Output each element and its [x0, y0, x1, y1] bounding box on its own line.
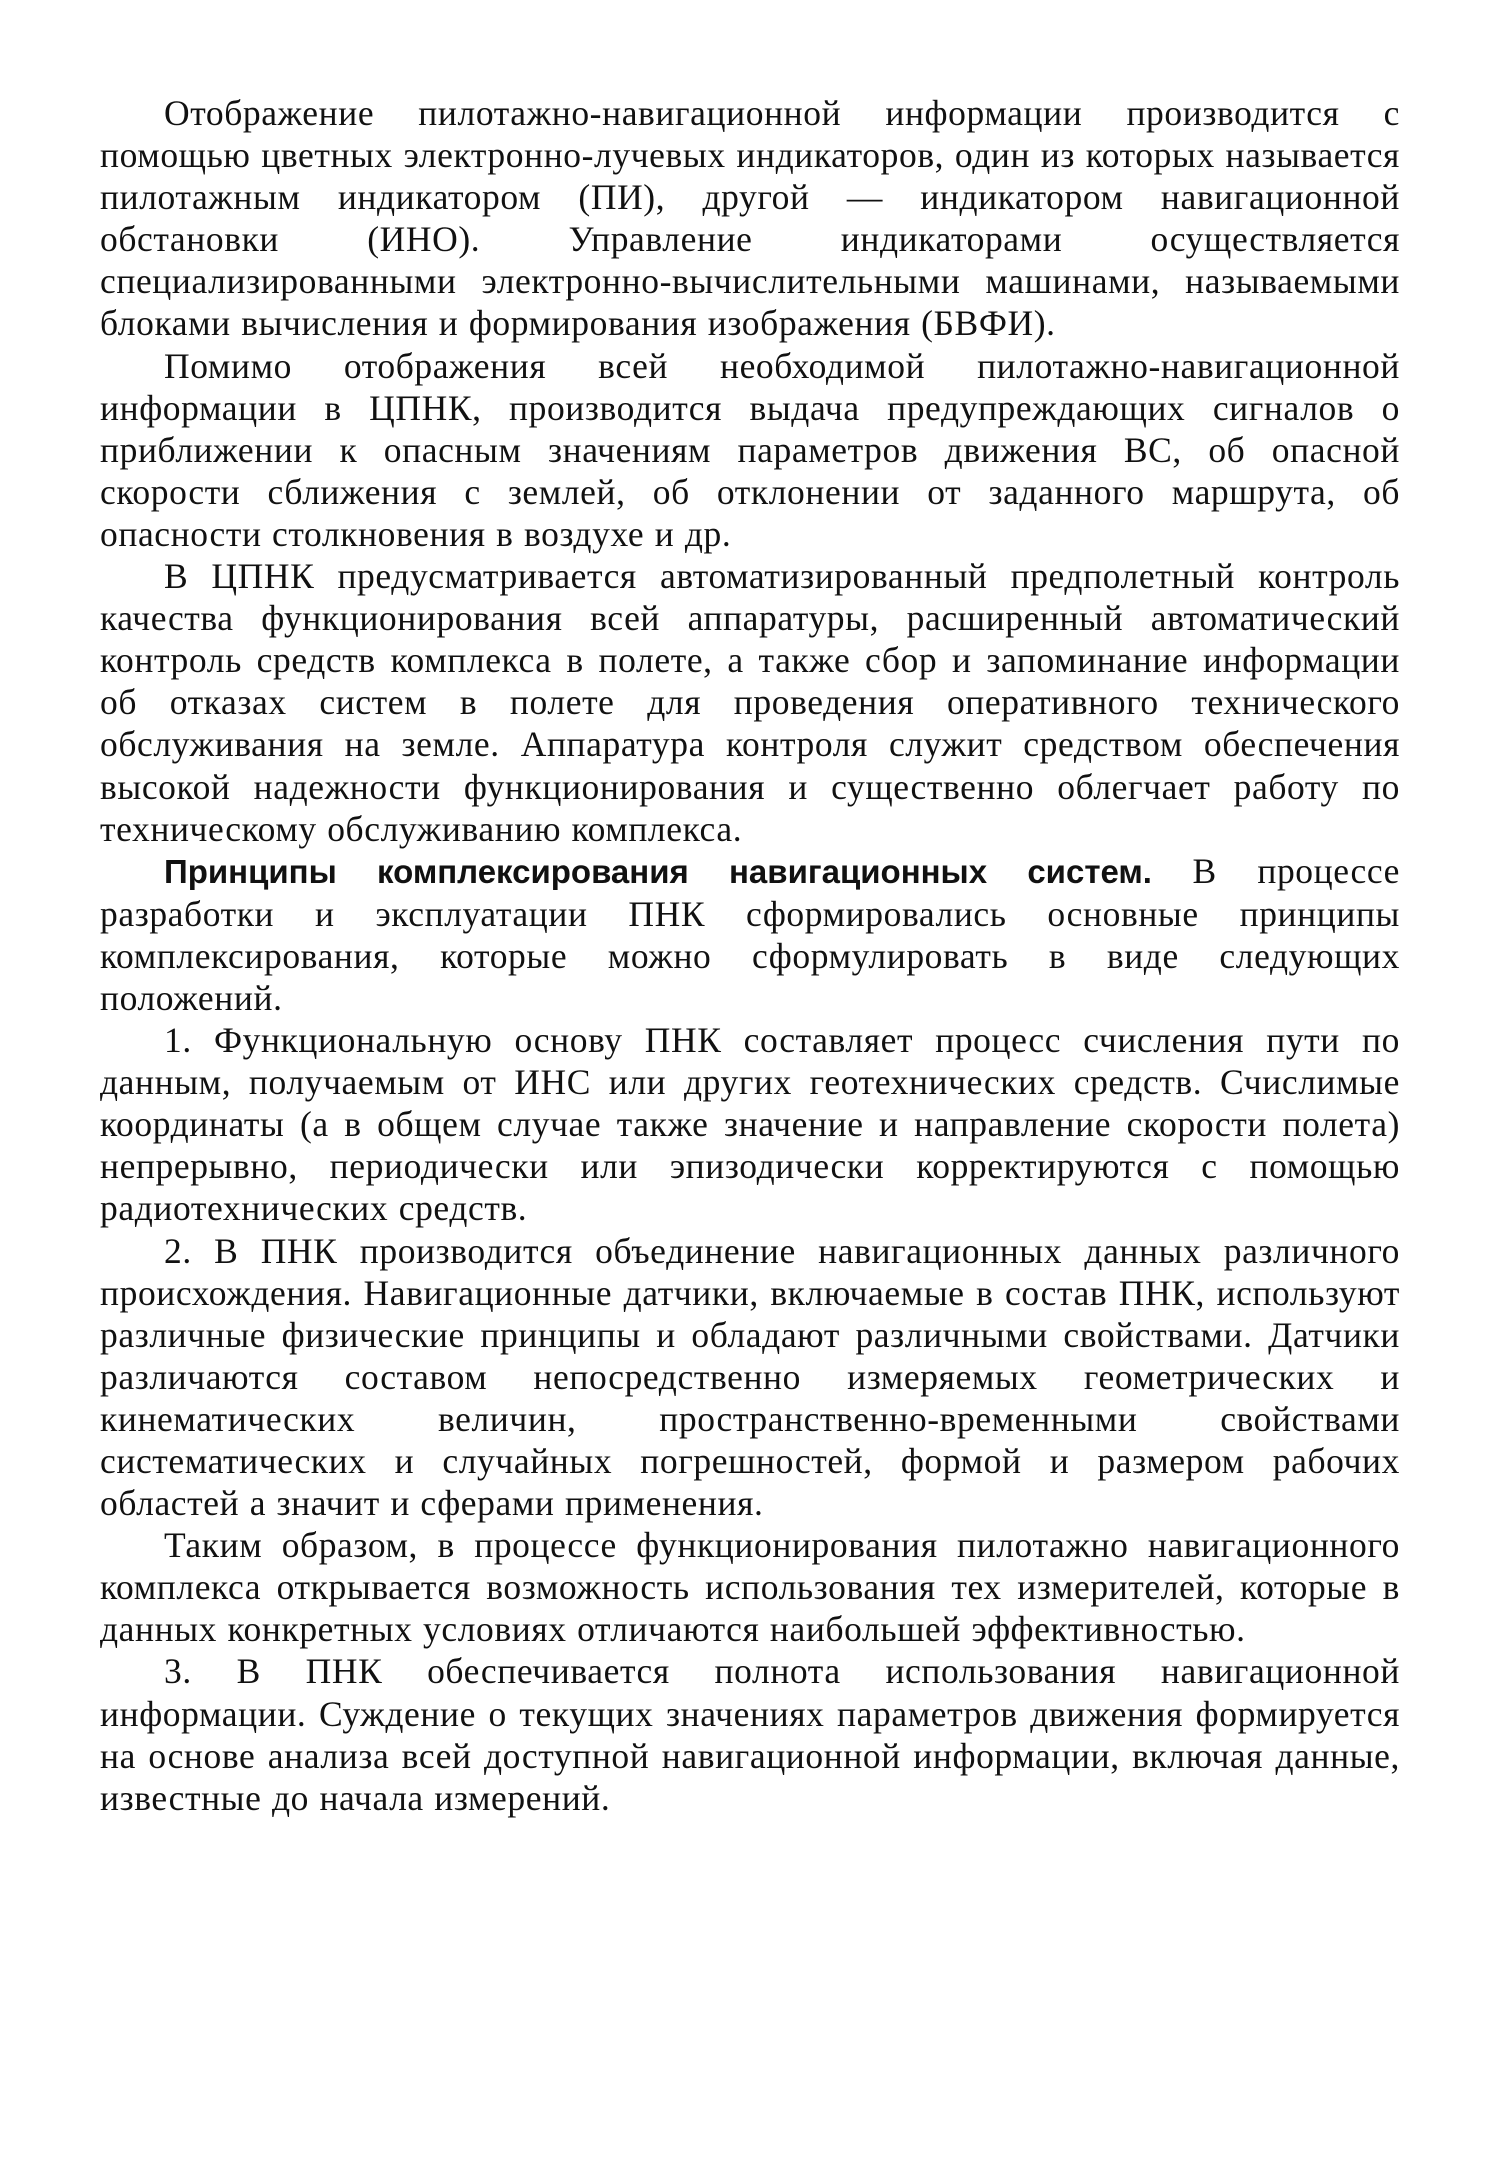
paragraph-text: 2. В ПНК производится объединение навигационных данных различного происхождения. Навигационные датчики, включаемые в состав ПНК, используют различные физические принципы и обладают различными свойствами. Датчики различаются составом непосредственно измеряемых геометрических и кинематических величин, пространственно-временными свойствами систематических и случайных погрешностей, формой и размером рабочих областей а значит и сферами применения. [100, 1230, 1400, 1524]
document-page [100, 92, 1400, 1819]
paragraph-display [100, 92, 1400, 345]
paragraph-conclusion [100, 1524, 1400, 1650]
paragraph-text: В процессе разработки и эксплуатации ПНК сформировались основные принципы комплексирования, которые можно сформулировать в виде следующих положений. [100, 850, 1400, 1018]
paragraph-text: 3. В ПНК обеспечивается полнота использования навигационной информации. Суждение о текущих значениях параметров движения формируется на основе анализа всей доступной навигационной информации, включая данные, известные до начала измерений. [100, 1651, 1400, 1818]
paragraph-control [100, 555, 1400, 850]
paragraph-principle-1 [100, 1019, 1400, 1229]
paragraph-principle-2 [100, 1230, 1400, 1525]
paragraph-text: Отображение пилотажно-навигационной информации производится с помощью цветных электронно-лучевых индикаторов, один из которых называется пилотажным индикатором (ПИ), другой — индикатором навигационной обстановки (ИНО). Управление индикаторами осуществляется специализированными электронно-вычислительными машинами, называемыми блоками вычисления и формирования изображения (БВФИ). [100, 93, 1400, 344]
paragraph-text: Помимо отображения всей необходимой пилотажно-навигационной информации в ЦПНК, производится выдача предупреждающих сигналов о приближении к опасным значениям параметров движения ВС, об опасной скорости сближения с землей, об отклонении от заданного маршрута, об опасности столкновения в воздухе и др. [100, 345, 1400, 554]
section-heading: Принципы комплексирования навигационных систем. [164, 852, 1152, 890]
paragraph-text: 1. Функциональную основу ПНК составляет процесс счисления пути по данным, получаемым от ИНС или других геотехнических средств. Счислимые координаты (а в общем случае также значение и направление скорости полета) непрерывно, периодически или эпизодически корректируются с помощью радиотехнических средств. [100, 1020, 1400, 1229]
paragraph-text: В ЦПНК предусматривается автоматизированный предполетный контроль качества функционирования всей аппаратуры, расширенный автоматический контроль средств комплекса в полете, а также сбор и запоминание информации об отказах систем в полете для проведения оперативного технического обслуживания на земле. Аппаратура контроля служит средством обеспечения высокой надежности функционирования и существенно облегчает работу по техническому обслуживанию комплекса. [100, 556, 1400, 849]
paragraph-principle-3 [100, 1650, 1400, 1818]
paragraph-warnings [100, 345, 1400, 555]
paragraph-text: Таким образом, в процессе функционирования пилотажно навигационного комплекса открывается возможность использования тех измерителей, которые в данных конкретных условиях отличаются наибольшей эффективностью. [100, 1525, 1400, 1650]
paragraph-principles [100, 850, 1400, 1019]
